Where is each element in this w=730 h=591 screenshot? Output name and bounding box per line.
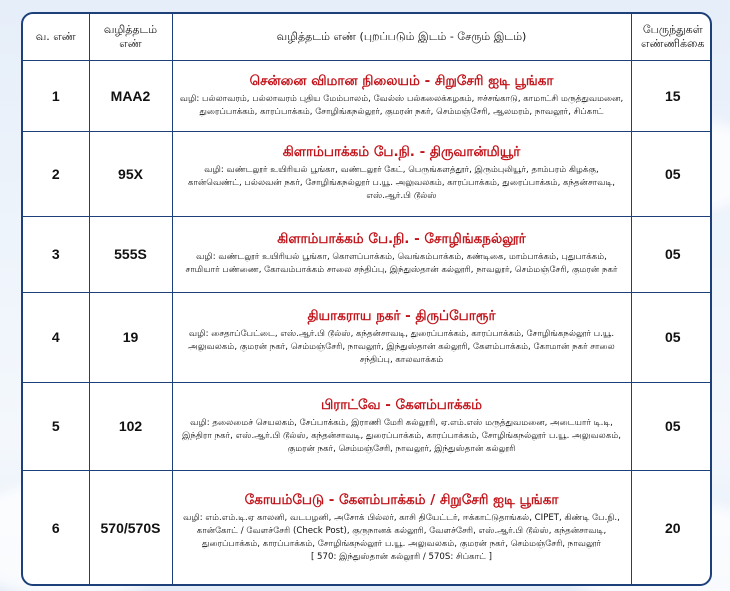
row-route-code: 102 — [89, 382, 172, 470]
row-bus-count: 20 — [631, 470, 712, 586]
route-title: கோயம்பேடு - கேளம்பாக்கம் / சிறுசேரி ஐடி பூங்கா — [244, 492, 559, 509]
row-route-code: 19 — [89, 292, 172, 382]
route-title: சென்னை விமான நிலையம் - சிறுசேரி ஐடி பூங்கா — [249, 72, 554, 89]
row-serial: 3 — [23, 216, 89, 292]
table-header-row — [23, 14, 712, 60]
row-route-code: 555S — [89, 216, 172, 292]
table-row — [23, 470, 712, 586]
header-route: வழித்தடம் எண் (புறப்படும் இடம் - சேரும் இடம்) — [172, 14, 631, 60]
row-bus-count: 05 — [631, 131, 712, 216]
row-bus-count: 05 — [631, 382, 712, 470]
route-table-card — [21, 12, 712, 586]
row-route — [172, 131, 631, 216]
row-route — [172, 292, 631, 382]
row-bus-count: 05 — [631, 216, 712, 292]
route-via: வழி: எம்.எம்.டி.ஏ காலனி, வடபழனி, அசோக் பில்லர், காசி தியேட்டர், ஈக்காட்டுதாங்கல், CIPET, கிண்டி பே.நி., கான்கோட் / வேளச்சேரி (Check Post), குருநானக் கல்லூரி, வேளச்சேரி, எஸ்.ஆர்.பி டூல்ஸ், கந்தன்சாவடி, துரைப்பாக்கம், காரப்பாக்கம், சோழிங்கநல்லூர் ப.யூ. அலுவலகம், குமரன் நகர், செம்மஞ்சேரி, நாவலூர் — [183, 513, 620, 550]
route-via: வழி: தலைமைச் செயலகம், சேப்பாக்கம், இராணி மேரி கல்லூரி, ஏ.எம்.எஸ் மருத்துவமனை, அடையார் டி.டி, இந்திரா நகர், எஸ்.ஆர்.பி டூல்ஸ், கந்தன்சாவடி, துரைப்பாக்கம், காரப்பாக்கம், சோழிங்கநல்லூர் ப.யூ. அலுவலகம், குமரன் நகர், செம்மஞ்சேரி, நாவலூர், இந்துஸ்தான் கல்லூரி — [182, 417, 621, 454]
route-title: பிராட்வே - கேளம்பாக்கம் — [320, 396, 483, 413]
route-title: கிளாம்பாக்கம் பே.நி. - சோழிங்கநல்லூர் — [277, 231, 526, 247]
table-row — [23, 382, 712, 470]
header-bus-count: பேருந்துகள் எண்ணிக்கை — [631, 14, 712, 60]
route-title: தியாகராய நகர் - திருப்போரூர் — [307, 307, 496, 324]
bus-route-table — [23, 14, 712, 586]
row-serial: 2 — [23, 131, 89, 216]
row-serial: 5 — [23, 382, 89, 470]
table-row — [23, 131, 712, 216]
row-route-code: MAA2 — [89, 60, 172, 131]
row-bus-count: 15 — [631, 60, 712, 131]
route-via: வழி: வண்டலூர் உயிரியல் பூங்கா, கொளப்பாக்கம், வெங்கம்பாக்கம், கண்டிகை, மாம்பாக்கம், புதுபாக்கம், சாமியார் பண்ணை, கோவம்பாக்கம் சாலை சந்திப்பு, இந்துஸ்தான் கல்லூரி, நாவலூர், செம்மஞ்சேரி, குமரன் நகர் — [185, 252, 618, 275]
route-via: வழி: வண்டலூர் உயிரியல் பூங்கா, வண்டலூர் கேட், பெருங்களத்தூர், இரும்புலியூர், தாம்பரம் கிழக்கு, கான்வெண்ட், பல்லவன் நகர், சோழிங்கநல்லூர் ப.யூ. அலுவலகம், காரப்பாக்கம், துரைப்பாக்கம், கந்தன்சாவடி, எஸ்.ஆர்.பி டூல்ஸ் — [187, 165, 616, 201]
route-via: வழி: சைதாப்பேட்டை, எஸ்.ஆர்.பி டூல்ஸ், கந்தன்சாவடி, துரைப்பாக்கம், காரப்பாக்கம், சோழிங்கநல்லூர் ப.யூ. அலுவலகம், குமரன் நகர், செம்மஞ்சேரி, நாவலூர், இந்துஸ்தான் கல்லூரி, கேளம்பாக்கம், கோமான் நகர் சாலை சந்திப்பு, காலவாக்கம் — [188, 328, 615, 365]
header-route-number: வழித்தடம் எண் — [89, 14, 172, 60]
row-serial: 1 — [23, 60, 89, 131]
row-bus-count: 05 — [631, 292, 712, 382]
route-title: கிளாம்பாக்கம் பே.நி. - திருவான்மியூர் — [282, 144, 521, 160]
route-via: வழி: பல்லாவரம், பல்லாவரம் புதிய மேம்பாலம், வேல்ஸ் பல்கலைக்கழகம், ஈச்சங்காடு, காமாட்சி மருத்துவமனை, துரைப்பாக்கம், காரப்பாக்கம், சோழிங்கநல்லூர், குமரன் நகர், செம்மஞ்சேரி, ஆலமரம், நாவலூர், சிப்காட் — [179, 93, 624, 117]
row-serial: 6 — [23, 470, 89, 586]
table-row — [23, 60, 712, 131]
table-row — [23, 216, 712, 292]
row-route — [172, 470, 631, 586]
row-route-code: 570/570S — [89, 470, 172, 586]
header-serial: வ. எண் — [23, 14, 89, 60]
table-row — [23, 292, 712, 382]
row-route — [172, 60, 631, 131]
row-route — [172, 216, 631, 292]
route-note: [ 570: இந்துஸ்தான் கல்லூரி / 570S: சிப்காட் ] — [310, 552, 493, 563]
row-route-code: 95X — [89, 131, 172, 216]
row-serial: 4 — [23, 292, 89, 382]
row-route — [172, 382, 631, 470]
